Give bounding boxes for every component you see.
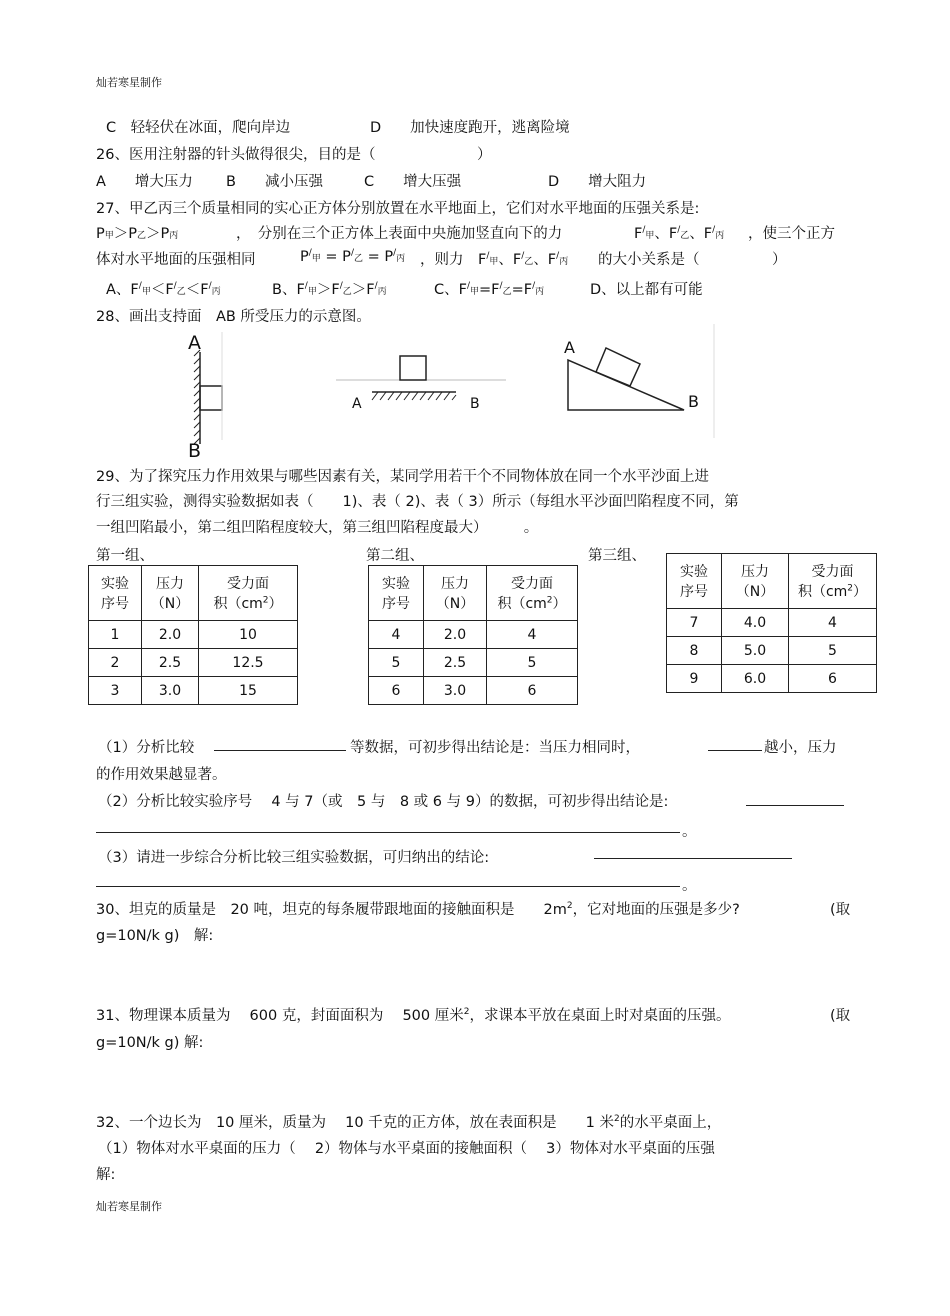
q27-line1: 27、甲乙丙三个质量相同的实心正方体分别放置在水平地面上，它们对水平地面的压强关系是:	[96, 201, 700, 217]
data-table-group2	[368, 565, 578, 705]
answer-line-sub2[interactable]	[96, 832, 680, 833]
group3-label: 第三组、	[588, 548, 646, 564]
group1-label: 第一组、	[96, 548, 154, 564]
q29-sub2-period: 。	[682, 824, 697, 840]
table-row: 4 2.0 4	[369, 621, 578, 649]
table-header-row: 实验 序号 压力 （N） 受力面 积$(cm^2)$	[89, 566, 298, 621]
q29-line2: 行三组实验，测得实验数据如表（ 1)、表（ 2)、表（ 3）所示（每组水平沙面凹陷程度不同，第	[96, 494, 739, 510]
q27-line2-text: ， 分别在三个正方体上表面中央施加竖直向下的力	[236, 226, 563, 242]
q27-option-c: C、F/甲=F/乙=F/丙	[434, 281, 545, 298]
table-row: 3 3.0 15	[89, 677, 298, 705]
answer-blank-4[interactable]	[594, 858, 792, 859]
q27-forces-symbol: F/甲、F/乙、F/丙	[634, 225, 725, 242]
q29-sub1-end: 的作用效果越显著。	[96, 767, 227, 783]
table-header-row: 实验 序号 压力 （N） 受力面 积$(cm^2)$	[369, 566, 578, 621]
q27-line3-text: 体对水平地面的压强相同	[96, 252, 256, 268]
q31-take: (取	[830, 1008, 851, 1024]
q27-option-d: D、以上都有可能	[590, 282, 703, 298]
fig1-label-b: B	[188, 440, 202, 462]
q32-line2: （1）物体对水平桌面的压力（ 2）物体与水平桌面的接触面积（ 3）物体对水平桌面的压强	[98, 1141, 715, 1157]
q31-line2: g=10N/k g) 解:	[96, 1035, 204, 1051]
q27-option-a: A、F/甲＜F/乙＜F/丙	[106, 281, 221, 298]
table-row: 2 2.5 12.5	[89, 649, 298, 677]
q26-stem: 26、医用注射器的针头做得很尖，目的是（ ）	[96, 147, 492, 163]
q27-forces-symbol-2: F/甲、F/乙、F/丙	[478, 251, 569, 268]
answer-line-sub3[interactable]	[96, 886, 680, 887]
q28-stem: 28、画出支持面 AB 所受压力的示意图。	[96, 309, 371, 325]
table-row: 6 3.0 6	[369, 677, 578, 705]
footer-watermark: 灿若寒星制作	[96, 1200, 162, 1213]
table-header-row: 实验 序号 压力 （N） 受力面 积$(cm^2)$	[667, 554, 877, 609]
fig3-label-b: B	[688, 392, 699, 411]
q30-take: (取	[830, 902, 851, 918]
q27-line3-tail: 的大小关系是（ ）	[598, 252, 787, 268]
q26-option-d: D 增大阻力	[548, 174, 647, 190]
data-table-group1	[88, 565, 298, 705]
fig1-label-a: A	[188, 332, 201, 354]
q29-sub2: （2）分析比较实验序号 4 与 7（或 5 与 8 或 6 与 9）的数据，可初步得出结论是:	[98, 794, 669, 810]
q29-line1: 29、为了探究压力作用效果与哪些因素有关，某同学用若干个不同物体放在同一个水平沙面上进	[96, 469, 709, 485]
q25-option-c: C 轻轻伏在冰面，爬向岸边	[106, 120, 291, 136]
answer-blank-3[interactable]	[746, 805, 844, 806]
q30-line2: g=10N/k g) 解:	[96, 928, 214, 944]
fig2-label-b: B	[470, 396, 480, 412]
table-row: 8 5.0 5	[667, 637, 877, 665]
q27-equal-pressure: P/甲 = P/乙 = P/丙	[300, 248, 406, 265]
figure-incline	[560, 322, 720, 442]
q32-line3: 解:	[96, 1167, 116, 1183]
q31-line1: 31、物理课本质量为 600 克，封面面积为 500 厘米$^2$，求课本平放在桌面上时对桌面的压强。	[96, 1007, 731, 1024]
table-row: 5 2.5 5	[369, 649, 578, 677]
answer-blank-1[interactable]	[214, 750, 346, 751]
answer-blank-2[interactable]	[708, 750, 762, 751]
q26-option-a: A 增大压力	[96, 174, 193, 190]
q30-line1: 30、坦克的质量是 20 吨，坦克的每条履带跟地面的接触面积是 $2m^2$，它对地面的压强是多少?	[96, 901, 740, 918]
q25-option-d: D 加快速度跑开，逃离险境	[370, 120, 570, 136]
q26-option-b: B 减小压强	[226, 174, 323, 190]
q29-sub1-tail: 越小，压力	[764, 740, 837, 756]
q29-sub1-prefix: （1）分析比较	[98, 740, 195, 756]
q27-option-b: B、F/甲＞F/乙＞F/丙	[272, 281, 387, 298]
q29-sub3: （3）请进一步综合分析比较三组实验数据，可归纳出的结论:	[98, 850, 490, 866]
q27-pressure-relation: P甲＞P乙＞P丙	[96, 226, 179, 242]
table-row: 7 4.0 4	[667, 609, 877, 637]
header-watermark: 灿若寒星制作	[96, 76, 162, 89]
q27-line3-mid: ，则力	[420, 252, 464, 268]
q29-sub3-period: 。	[682, 878, 697, 894]
fig2-label-a: A	[352, 396, 362, 412]
q27-line2-tail: ，使三个正方	[748, 226, 835, 242]
table-row: 9 6.0 6	[667, 665, 877, 693]
data-table-group3	[666, 553, 877, 693]
fig3-label-a: A	[564, 338, 575, 357]
q29-line3: 一组凹陷最小，第二组凹陷程度较大，第三组凹陷程度最大） 。	[96, 520, 539, 536]
q26-option-c: C 增大压强	[364, 174, 462, 190]
group2-label: 第二组、	[366, 548, 424, 564]
q32-line1: 32、一个边长为 10 厘米，质量为 10 千克的正方体，放在表面积是 1 米$^2$的水平桌面上，	[96, 1114, 722, 1131]
table-row: 1 2.0 10	[89, 621, 298, 649]
q29-sub1-mid: 等数据，可初步得出结论是：当压力相同时，	[350, 740, 640, 756]
